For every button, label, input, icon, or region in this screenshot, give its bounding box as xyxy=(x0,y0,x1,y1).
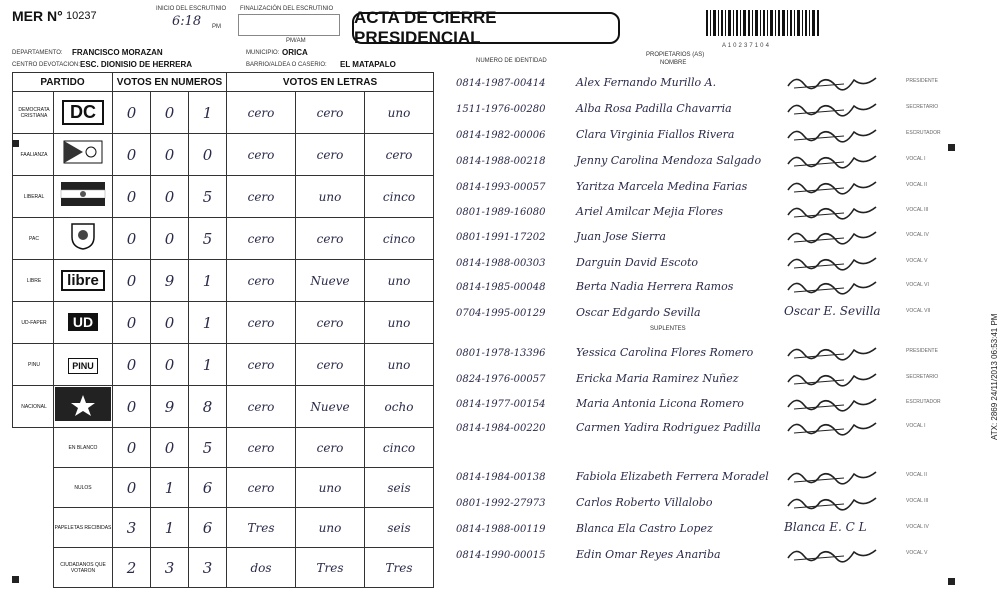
roster-row xyxy=(456,306,701,319)
barrio-value: EL MATAPALO xyxy=(340,60,396,69)
member-name: Edin Omar Reyes Anariba xyxy=(576,548,721,561)
identidad-number: 0814-1993-00057 xyxy=(456,182,546,193)
vote-word: ocho xyxy=(365,386,434,428)
signature xyxy=(784,368,899,386)
final-box xyxy=(238,14,340,36)
party-name: UD-FAPER xyxy=(13,302,54,344)
summary-digit: 6 xyxy=(189,508,227,548)
vote-word: cero xyxy=(227,386,296,428)
member-name: Oscar Edgardo Sevilla xyxy=(576,306,701,319)
identidad-number: 0814-1988-00303 xyxy=(456,258,546,269)
barcode xyxy=(704,8,822,38)
barrio-label: BARRIO/ALDEA O CASERIO: xyxy=(246,62,327,68)
barcode-text: A 1 0 2 3 7 1 0 4 xyxy=(722,43,770,49)
identidad-number: 0814-1977-00154 xyxy=(456,399,546,410)
vote-word: cero xyxy=(227,134,296,176)
role-label: PRESIDENTE xyxy=(906,348,938,354)
vote-digit: 0 xyxy=(113,218,151,260)
signature-scribble-icon xyxy=(784,98,884,118)
member-name: Clara Virginia Fiallos Rivera xyxy=(576,128,735,141)
vote-digit: 0 xyxy=(151,176,189,218)
summary-digit: 3 xyxy=(113,508,151,548)
signature-scribble-icon xyxy=(784,276,884,296)
summary-word: seis xyxy=(365,468,434,508)
summary-digit: 0 xyxy=(113,468,151,508)
signature-scribble-icon xyxy=(784,176,884,196)
vote-digit: 5 xyxy=(189,218,227,260)
summary-digit: 0 xyxy=(113,428,151,468)
identidad-number: 0801-1978-13396 xyxy=(456,348,546,359)
role-label: VOCAL II xyxy=(906,182,927,188)
summary-digit: 3 xyxy=(189,548,227,588)
member-name: Ariel Amilcar Mejia Flores xyxy=(576,205,724,218)
roster-row xyxy=(456,128,734,141)
registration-mark xyxy=(12,576,19,583)
vote-word: cero xyxy=(227,218,296,260)
identidad-number: 0814-1988-00119 xyxy=(456,524,546,535)
member-name: Jenny Carolina Mendoza Salgado xyxy=(576,154,762,167)
role-label: ESCRUTADOR xyxy=(906,130,941,136)
summary-digit: 1 xyxy=(151,508,189,548)
signature-scribble-icon xyxy=(784,124,884,144)
summary-word: Tres xyxy=(296,548,365,588)
party-logo xyxy=(54,218,113,260)
vote-word: cero xyxy=(227,92,296,134)
vote-word: uno xyxy=(365,260,434,302)
identidad-number: 0814-1985-00048 xyxy=(456,282,546,293)
col-partido: PARTIDO xyxy=(13,73,113,92)
summary-row xyxy=(13,468,434,508)
role-label: VOCAL III xyxy=(906,207,929,213)
signature-text: Oscar E. Sevilla xyxy=(784,304,881,318)
party-row xyxy=(13,260,434,302)
registration-mark xyxy=(948,578,955,585)
summary-row xyxy=(13,548,434,588)
vote-digit: 1 xyxy=(189,260,227,302)
vote-digit: 5 xyxy=(189,176,227,218)
ud-logo-icon: UD xyxy=(68,313,98,331)
pinu-logo-icon: PINU xyxy=(68,358,98,374)
vote-word: cero xyxy=(296,218,365,260)
signature-text: Blanca E. C L xyxy=(784,520,867,534)
side-stamp: ATX: 2869 24/11/2013 06:53:41 PM xyxy=(990,313,999,440)
signature-scribble-icon xyxy=(784,252,884,272)
member-name: Blanca Ela Castro Lopez xyxy=(576,522,713,535)
departamento-value: FRANCISCO MORAZAN xyxy=(72,48,163,57)
vote-digit: 8 xyxy=(189,386,227,428)
role-label: VOCAL I xyxy=(906,423,926,429)
roster-row xyxy=(456,154,761,167)
vote-digit: 0 xyxy=(113,134,151,176)
vote-word: uno xyxy=(365,344,434,386)
member-name: Alex Fernando Murillo A. xyxy=(576,76,717,89)
party-name: LIBRE xyxy=(13,260,54,302)
party-logo xyxy=(54,92,113,134)
roster-row xyxy=(456,205,723,218)
vote-digit: 0 xyxy=(151,302,189,344)
suplentes-label: SUPLENTES xyxy=(650,326,686,332)
member-name: Juan Jose Sierra xyxy=(576,230,666,243)
summary-spacer xyxy=(13,428,54,468)
identidad-label: NUMERO DE IDENTIDAD xyxy=(476,58,547,64)
role-label: VOCAL IV xyxy=(906,232,929,238)
role-label: PRESIDENTE xyxy=(906,78,938,84)
party-name: DEMOCRATA CRISTIANA xyxy=(13,92,54,134)
roster-row xyxy=(456,421,761,434)
registration-mark xyxy=(948,144,955,151)
party-logo xyxy=(54,260,113,302)
signature xyxy=(784,72,899,90)
member-name: Carmen Yadira Rodriguez Padilla xyxy=(576,421,761,434)
signature-scribble-icon xyxy=(784,466,884,486)
identidad-number: 0814-1987-00414 xyxy=(456,78,546,89)
role-label: VOCAL V xyxy=(906,550,928,556)
vote-word: uno xyxy=(365,92,434,134)
municipio-value: ORICA xyxy=(282,48,308,57)
identidad-number: 0814-1984-00138 xyxy=(456,472,546,483)
signature xyxy=(784,150,899,168)
roster-row xyxy=(456,496,712,509)
vote-digit: 0 xyxy=(113,302,151,344)
vote-word: cero xyxy=(227,344,296,386)
votes-table xyxy=(12,72,434,588)
summary-word: dos xyxy=(227,548,296,588)
vote-word: cero xyxy=(296,134,365,176)
party-name: PINU xyxy=(13,344,54,386)
summary-word: cero xyxy=(227,428,296,468)
roster-row xyxy=(456,280,733,293)
mer-number: 10237 xyxy=(66,10,97,22)
vote-digit: 9 xyxy=(151,260,189,302)
identidad-number: 0824-1976-00057 xyxy=(456,374,546,385)
member-name: Darguin David Escoto xyxy=(576,256,699,269)
member-name: Yaritza Marcela Medina Farias xyxy=(576,180,748,193)
summary-word: Tres xyxy=(227,508,296,548)
identidad-number: 0801-1989-16080 xyxy=(456,207,546,218)
identidad-number: 0814-1988-00218 xyxy=(456,156,546,167)
signature xyxy=(784,226,899,244)
centro-value: ESC. DIONISIO DE HERRERA xyxy=(80,60,193,69)
vote-digit: 0 xyxy=(151,218,189,260)
barcode-icon xyxy=(704,8,822,36)
member-name: Yessica Carolina Flores Romero xyxy=(576,346,754,359)
inicio-label: INICIO DEL ESCRUTINIO xyxy=(156,6,227,12)
summary-name: PAPELETAS RECIBIDAS xyxy=(54,508,113,548)
party-row xyxy=(13,176,434,218)
vote-word: Nueve xyxy=(296,386,365,428)
summary-row xyxy=(13,508,434,548)
identidad-number: 0814-1990-00015 xyxy=(456,550,546,561)
identidad-number: 0801-1992-27973 xyxy=(456,498,546,509)
vote-digit: 1 xyxy=(189,302,227,344)
summary-digit: 3 xyxy=(151,548,189,588)
party-logo xyxy=(54,302,113,344)
summary-word: uno xyxy=(296,468,365,508)
role-label: SECRETARIO xyxy=(906,374,939,380)
party-logo xyxy=(54,344,113,386)
party-name: PAC xyxy=(13,218,54,260)
signature xyxy=(784,492,899,510)
dc-logo-icon: DC xyxy=(62,100,104,125)
party-row xyxy=(13,302,434,344)
summary-word: cero xyxy=(227,468,296,508)
vote-digit: 0 xyxy=(113,176,151,218)
vote-digit: 0 xyxy=(151,134,189,176)
signature-scribble-icon xyxy=(784,72,884,92)
party-row xyxy=(13,386,434,428)
identidad-number: 0814-1984-00220 xyxy=(456,423,546,434)
roster-row xyxy=(456,470,769,483)
member-name: Maria Antonia Licona Romero xyxy=(576,397,744,410)
roster-row xyxy=(456,230,666,243)
signature-scribble-icon xyxy=(784,226,884,246)
summary-word: cinco xyxy=(365,428,434,468)
propietarios-label: PROPIETARIOS (AS) xyxy=(646,52,705,58)
vote-digit: 0 xyxy=(151,92,189,134)
vote-digit: 0 xyxy=(189,134,227,176)
signature-scribble-icon xyxy=(784,393,884,413)
summary-word: uno xyxy=(296,508,365,548)
roster-row xyxy=(456,180,747,193)
member-name: Carlos Roberto Villalobo xyxy=(576,496,713,509)
vote-digit: 0 xyxy=(113,92,151,134)
signature-scribble-icon xyxy=(784,492,884,512)
vote-digit: 0 xyxy=(113,344,151,386)
final-label: FINALIZACIÓN DEL ESCRUTINIO xyxy=(240,6,334,12)
signature-scribble-icon xyxy=(784,544,884,564)
signature-scribble-icon xyxy=(784,368,884,388)
role-label: VOCAL V xyxy=(906,258,928,264)
summary-row xyxy=(13,428,434,468)
municipio-label: MUNICIPIO: xyxy=(246,50,280,56)
departamento-label: DEPARTAMENTO: xyxy=(12,50,63,56)
vote-word: uno xyxy=(296,176,365,218)
identidad-number: 0801-1991-17202 xyxy=(456,232,546,243)
signature xyxy=(784,276,899,294)
signature xyxy=(784,544,899,562)
pac-shield-icon xyxy=(68,221,98,251)
vote-word: cero xyxy=(296,302,365,344)
vote-word: cero xyxy=(227,302,296,344)
signature xyxy=(784,201,899,219)
role-label: VOCAL VI xyxy=(906,282,929,288)
vote-word: cinco xyxy=(365,176,434,218)
final-suffix: PM/AM xyxy=(286,38,306,44)
vote-word: cero xyxy=(227,176,296,218)
signature xyxy=(784,342,899,360)
summary-name: EN BLANCO xyxy=(54,428,113,468)
inicio-value: 6:18 xyxy=(172,14,202,29)
alianza-flag-icon xyxy=(63,140,103,164)
summary-digit: 2 xyxy=(113,548,151,588)
roster-row xyxy=(456,372,739,385)
vote-word: cero xyxy=(296,344,365,386)
signature xyxy=(784,302,899,320)
vote-digit: 0 xyxy=(113,260,151,302)
vote-word: cero xyxy=(365,134,434,176)
signature xyxy=(784,98,899,116)
vote-word: uno xyxy=(365,302,434,344)
libre-logo-icon: libre xyxy=(61,270,105,291)
vote-word: cero xyxy=(227,260,296,302)
party-logo xyxy=(54,386,113,428)
roster-row xyxy=(456,102,732,115)
roster-row xyxy=(456,397,744,410)
vote-digit: 1 xyxy=(189,344,227,386)
signature-scribble-icon xyxy=(784,201,884,221)
inicio-suffix: PM xyxy=(212,24,221,30)
mer-label: MER N° xyxy=(12,8,63,24)
summary-digit: 6 xyxy=(189,468,227,508)
signature xyxy=(784,124,899,142)
col-letras: VOTOS EN LETRAS xyxy=(227,73,434,92)
party-name: LIBERAL xyxy=(13,176,54,218)
summary-digit: 1 xyxy=(151,468,189,508)
party-logo xyxy=(54,134,113,176)
member-name: Berta Nadia Herrera Ramos xyxy=(576,280,734,293)
summary-word: Tres xyxy=(365,548,434,588)
signature xyxy=(784,466,899,484)
identidad-number: 0814-1982-00006 xyxy=(456,130,546,141)
party-name: FAALIANZA xyxy=(13,134,54,176)
member-name: Fabiola Elizabeth Ferrera Moradel xyxy=(576,470,769,483)
identidad-number: 0704-1995-00129 xyxy=(456,308,546,319)
page-title: ACTA DE CIERRE PRESIDENCIAL xyxy=(352,12,620,44)
vote-word: cinco xyxy=(365,218,434,260)
summary-spacer xyxy=(13,468,54,508)
vote-digit: 1 xyxy=(189,92,227,134)
vote-digit: 0 xyxy=(151,344,189,386)
signature xyxy=(784,518,899,536)
roster-row xyxy=(456,522,713,535)
summary-spacer xyxy=(13,508,54,548)
summary-name: CIUDADANOS QUE VOTARON xyxy=(54,548,113,588)
party-row xyxy=(13,134,434,176)
summary-name: NULOS xyxy=(54,468,113,508)
identidad-number: 1511-1976-00280 xyxy=(456,104,546,115)
signature xyxy=(784,417,899,435)
vote-word: Nueve xyxy=(296,260,365,302)
vote-digit: 0 xyxy=(113,386,151,428)
role-label: VOCAL II xyxy=(906,472,927,478)
party-row xyxy=(13,344,434,386)
vote-digit: 9 xyxy=(151,386,189,428)
summary-digit: 5 xyxy=(189,428,227,468)
roster-row xyxy=(456,76,716,89)
vote-word: cero xyxy=(296,92,365,134)
summary-word: seis xyxy=(365,508,434,548)
signature xyxy=(784,252,899,270)
role-label: VOCAL I xyxy=(906,156,926,162)
nombre-label: NOMBRE xyxy=(660,60,687,66)
role-label: SECRETARIO xyxy=(906,104,939,110)
roster-row xyxy=(456,548,721,561)
party-name: NACIONAL xyxy=(13,386,54,428)
role-label: ESCRUTADOR xyxy=(906,399,941,405)
member-name: Ericka Maria Ramirez Nuñez xyxy=(576,372,739,385)
party-logo xyxy=(54,176,113,218)
party-row xyxy=(13,218,434,260)
signature-scribble-icon xyxy=(784,417,884,437)
party-row xyxy=(13,92,434,134)
nacional-star-icon xyxy=(55,387,111,421)
signature xyxy=(784,176,899,194)
role-label: VOCAL IV xyxy=(906,524,929,530)
centro-label: CENTRO DEVOTACION: xyxy=(12,62,80,68)
roster-row xyxy=(456,346,753,359)
summary-digit: 0 xyxy=(151,428,189,468)
signature-scribble-icon xyxy=(784,150,884,170)
role-label: VOCAL VII xyxy=(906,308,931,314)
member-name: Alba Rosa Padilla Chavarria xyxy=(576,102,732,115)
liberal-flag-icon xyxy=(60,181,106,207)
role-label: VOCAL III xyxy=(906,498,929,504)
registration-mark xyxy=(12,140,19,147)
signature xyxy=(784,393,899,411)
col-numeros: VOTOS EN NUMEROS xyxy=(113,73,227,92)
signature-scribble-icon xyxy=(784,342,884,362)
roster-row xyxy=(456,256,698,269)
summary-word: cero xyxy=(296,428,365,468)
